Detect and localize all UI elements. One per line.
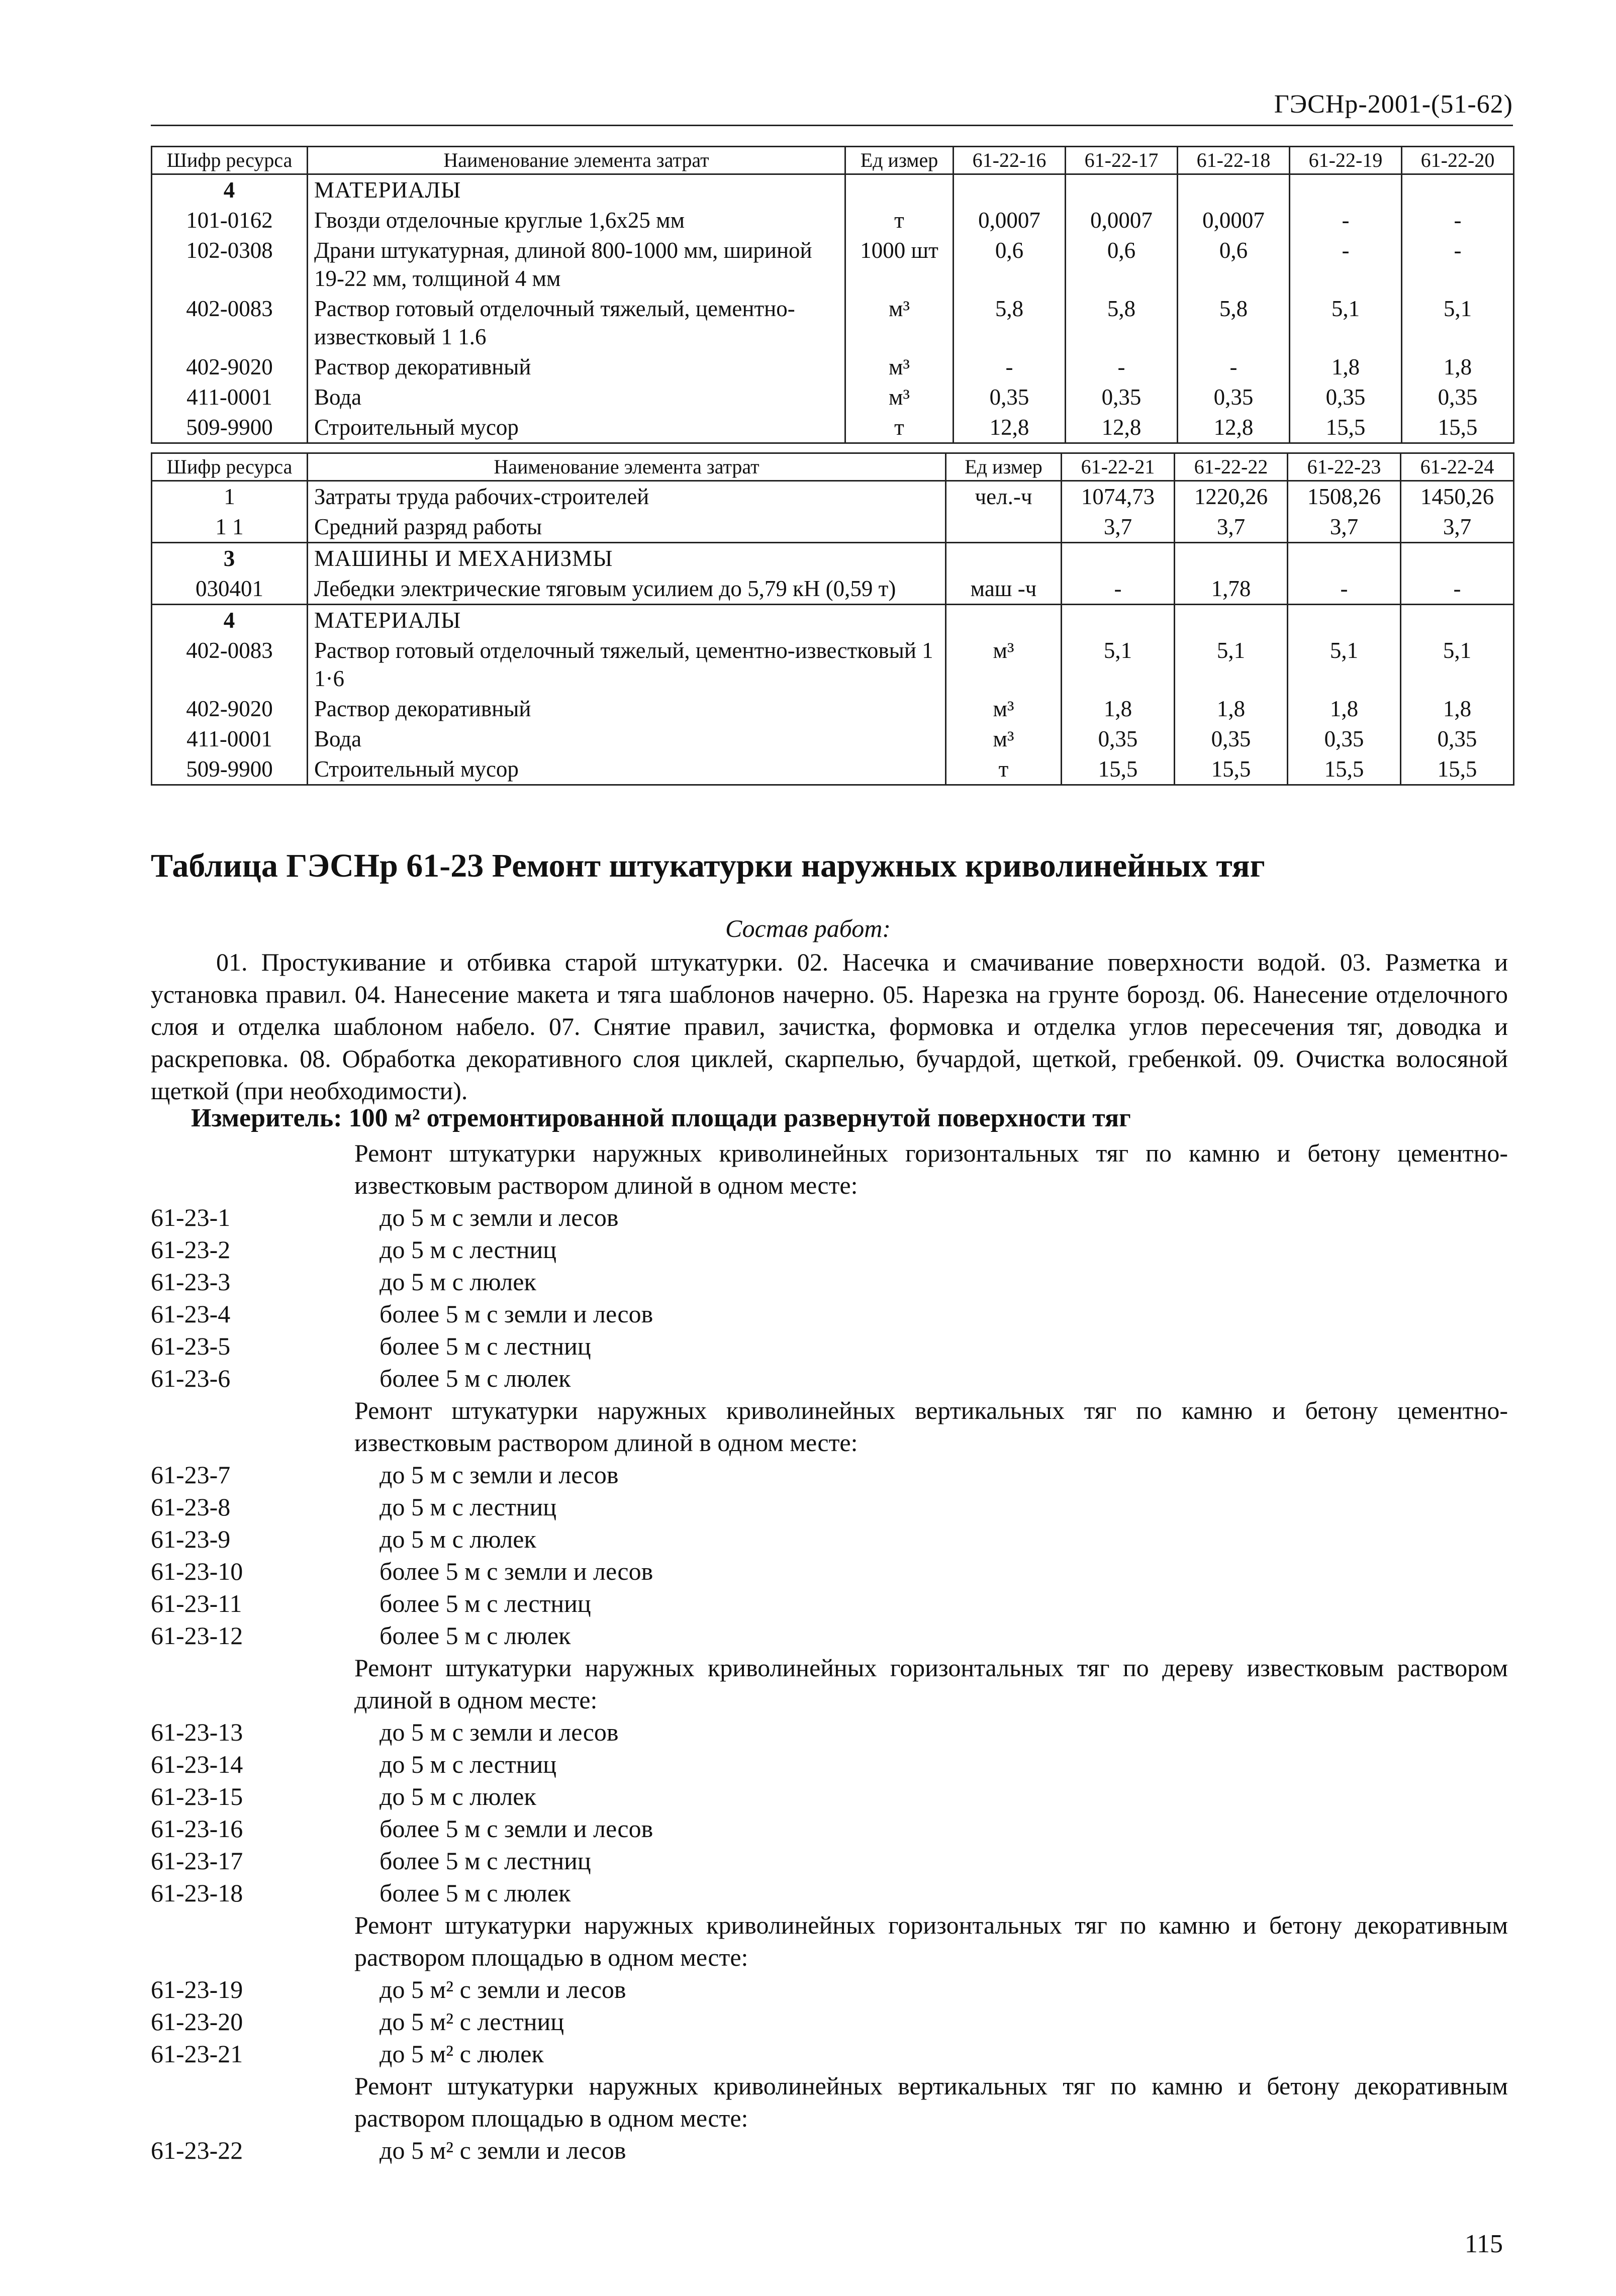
resource-table-2: [151, 452, 1514, 786]
resource-value: 0,6: [954, 235, 1066, 294]
work-item-text: до 5 м² с люлек: [379, 2040, 544, 2068]
resource-value: 3,7: [1288, 512, 1401, 543]
resource-value: -: [1290, 205, 1402, 235]
resource-value: 1,8: [1290, 352, 1402, 382]
resource-name: Раствор декоративный: [308, 352, 845, 382]
work-item-code: 61-23-18: [151, 1879, 243, 1907]
resource-code: 411-0001: [152, 382, 308, 412]
resource-code: 402-9020: [152, 352, 308, 382]
resource-code: 4: [152, 174, 308, 206]
work-item-code: 61-23-17: [151, 1847, 243, 1875]
work-item-text: до 5 м с люлек: [379, 1525, 536, 1553]
list-item: [151, 1748, 1508, 1780]
list-item: [151, 1587, 1508, 1619]
composition-heading: Состав работ:: [725, 914, 891, 942]
list-item: [151, 1201, 1508, 1233]
resource-name: Строительный мусор: [308, 412, 845, 443]
resource-unit: м³: [845, 294, 954, 352]
resource-name: Лебедки электрические тяговым усилием до 5,79 кН (0,59 т): [308, 573, 946, 605]
column-header: Шифр ресурса: [152, 147, 308, 174]
resource-value: -: [1178, 352, 1290, 382]
work-item-code: 61-23-11: [151, 1589, 242, 1617]
resource-name: Раствор готовый отделочный тяжелый, цементно-известковый 1 1·6: [308, 635, 946, 694]
resource-value: 0,0007: [1066, 205, 1178, 235]
work-item-code: 61-23-2: [151, 1235, 231, 1264]
resource-unit: м³: [845, 352, 954, 382]
work-group-title: Ремонт штукатурки наружных криволинейных горизонтальных тяг по дереву известковым раствором длиной в одном месте:: [354, 1654, 1508, 1714]
resource-value: 0,35: [1288, 724, 1401, 754]
work-item-text: более 5 м с лестниц: [379, 1589, 591, 1617]
resource-value: [1175, 605, 1288, 636]
work-item-code: 61-23-12: [151, 1621, 243, 1650]
resource-value: 0,0007: [1178, 205, 1290, 235]
resource-value: [1066, 174, 1178, 206]
work-items-list: [151, 1137, 1508, 2166]
work-item-code: 61-23-1: [151, 1203, 231, 1231]
work-item-code: 61-23-20: [151, 2007, 243, 2036]
column-header: 61-22-23: [1288, 453, 1401, 481]
resource-value: 5,1: [1288, 635, 1401, 694]
list-item: [151, 1555, 1508, 1587]
resource-value: 15,5: [1062, 754, 1175, 785]
resource-value: [1178, 174, 1290, 206]
section-row: [152, 543, 1514, 574]
work-item-text: до 5 м с земли и лесов: [379, 1718, 619, 1746]
resource-unit: [946, 605, 1062, 636]
work-item-code: 61-23-5: [151, 1332, 231, 1360]
work-item-code: 61-23-7: [151, 1461, 231, 1489]
work-item-code: 61-23-4: [151, 1300, 231, 1328]
resource-value: 5,8: [1178, 294, 1290, 352]
resource-value: 1450,26: [1401, 481, 1514, 512]
column-header: Наименование элемента затрат: [308, 147, 845, 174]
resource-unit: [946, 512, 1062, 543]
resource-value: -: [954, 352, 1066, 382]
resource-unit: т: [845, 205, 954, 235]
resource-code: 030401: [152, 573, 308, 605]
resource-code: 102-0308: [152, 235, 308, 294]
resource-value: [1062, 543, 1175, 574]
resource-code: 1: [152, 481, 308, 512]
resource-table-1: [151, 146, 1514, 444]
resource-value: 3,7: [1062, 512, 1175, 543]
resource-value: 15,5: [1290, 412, 1402, 443]
resource-code: 101-0162: [152, 205, 308, 235]
table-row: [152, 352, 1514, 382]
work-item-code: 61-23-16: [151, 1814, 243, 1843]
resource-value: 1,8: [1288, 694, 1401, 724]
resource-value: 1508,26: [1288, 481, 1401, 512]
resource-value: -: [1288, 573, 1401, 605]
resource-value: 1,8: [1062, 694, 1175, 724]
column-header: 61-22-22: [1175, 453, 1288, 481]
resource-unit: м³: [946, 724, 1062, 754]
resource-value: 5,1: [1402, 294, 1514, 352]
resource-value: 1074,73: [1062, 481, 1175, 512]
table-header-row: [152, 147, 1514, 174]
resource-value: 1,8: [1175, 694, 1288, 724]
work-group-title: Ремонт штукатурки наружных криволинейных горизонтальных тяг по камню и бетону цементно-известковым раствором длиной в одном месте:: [354, 1139, 1508, 1199]
table-header-row: [152, 453, 1514, 481]
resource-code: 402-0083: [152, 294, 308, 352]
list-item: [151, 1362, 1508, 1394]
table-row: [152, 724, 1514, 754]
resource-unit: 1000 шт: [845, 235, 954, 294]
resource-unit: чел.-ч: [946, 481, 1062, 512]
work-item-code: 61-23-15: [151, 1782, 243, 1810]
work-item-code: 61-23-9: [151, 1525, 231, 1553]
work-item-code: 61-23-10: [151, 1557, 243, 1585]
work-item-code: 61-23-13: [151, 1718, 243, 1746]
resource-name: Раствор готовый отделочный тяжелый, цементно-известковый 1 1.6: [308, 294, 845, 352]
work-item-text: до 5 м² с земли и лесов: [379, 2136, 626, 2164]
resource-value: 5,8: [1066, 294, 1178, 352]
list-item: [151, 1716, 1508, 1748]
table-row: [152, 382, 1514, 412]
list-item: [151, 1845, 1508, 1877]
measurement-unit: Измеритель: 100 м² отремонтированной площади развернутой поверхности тяг: [191, 1104, 1131, 1132]
work-item-text: более 5 м с земли и лесов: [379, 1814, 653, 1843]
resource-value: 5,1: [1401, 635, 1514, 694]
list-item: [151, 2134, 1508, 2166]
work-item-text: до 5 м² с лестниц: [379, 2007, 564, 2036]
resource-value: 0,35: [954, 382, 1066, 412]
resource-code: 402-9020: [152, 694, 308, 724]
resource-name: Раствор декоративный: [308, 694, 946, 724]
resource-code: 1 1: [152, 512, 308, 543]
resource-name: Средний разряд работы: [308, 512, 946, 543]
resource-value: [1288, 605, 1401, 636]
work-item-text: более 5 м с лестниц: [379, 1332, 591, 1360]
resource-value: 12,8: [954, 412, 1066, 443]
list-item: [151, 1973, 1508, 2005]
work-item-text: до 5 м² с земли и лесов: [379, 1975, 626, 2003]
column-header: Ед измер: [946, 453, 1062, 481]
resource-value: 15,5: [1288, 754, 1401, 785]
table-row: [152, 235, 1514, 294]
resource-value: 12,8: [1178, 412, 1290, 443]
resource-value: 0,35: [1178, 382, 1290, 412]
resource-value: [1290, 174, 1402, 206]
table-row: [152, 635, 1514, 694]
list-item: [151, 1233, 1508, 1266]
work-group-title: Ремонт штукатурки наружных криволинейных вертикальных тяг по камню и бетону декоративным раствором площадью в одном месте:: [354, 2072, 1508, 2132]
work-item-code: 61-23-3: [151, 1268, 231, 1296]
list-item: [151, 1619, 1508, 1652]
section-row: [152, 605, 1514, 636]
page-number: 115: [1464, 2230, 1503, 2258]
resource-value: 5,8: [954, 294, 1066, 352]
resource-name: МАТЕРИАЛЫ: [308, 174, 845, 206]
work-item-code: 61-23-22: [151, 2136, 243, 2164]
work-item-text: до 5 м с люлек: [379, 1268, 536, 1296]
resource-value: 5,1: [1290, 294, 1402, 352]
table-row: [152, 481, 1514, 512]
list-item: [151, 1780, 1508, 1812]
table-row: [152, 205, 1514, 235]
resource-value: 0,35: [1402, 382, 1514, 412]
resource-name: Гвозди отделочные круглые 1,6x25 мм: [308, 205, 845, 235]
resource-value: 3,7: [1401, 512, 1514, 543]
list-item: [151, 1459, 1508, 1491]
work-item-text: более 5 м с земли и лесов: [379, 1557, 653, 1585]
column-header: 61-22-19: [1290, 147, 1402, 174]
work-item-text: более 5 м с люлек: [379, 1621, 571, 1650]
work-item-code: 61-23-6: [151, 1364, 231, 1392]
resource-unit: [946, 543, 1062, 574]
table-row: [152, 694, 1514, 724]
table-row: [152, 294, 1514, 352]
resource-value: 1,8: [1401, 694, 1514, 724]
resource-name: МАТЕРИАЛЫ: [308, 605, 946, 636]
resource-value: 15,5: [1402, 412, 1514, 443]
resource-name: Строительный мусор: [308, 754, 946, 785]
column-header: Наименование элемента затрат: [308, 453, 946, 481]
work-item-text: более 5 м с люлек: [379, 1879, 571, 1907]
resource-unit: т: [845, 412, 954, 443]
resource-value: 0,35: [1062, 724, 1175, 754]
column-header: Шифр ресурса: [152, 453, 308, 481]
resource-value: 0,35: [1290, 382, 1402, 412]
resource-value: 0,6: [1178, 235, 1290, 294]
list-item: [151, 1523, 1508, 1555]
resource-name: МАШИНЫ И МЕХАНИЗМЫ: [308, 543, 946, 574]
resource-code: 4: [152, 605, 308, 636]
resource-value: 0,35: [1401, 724, 1514, 754]
resource-value: 1,78: [1175, 573, 1288, 605]
work-item-text: до 5 м с люлек: [379, 1782, 536, 1810]
column-header: 61-22-24: [1401, 453, 1514, 481]
resource-value: [1402, 174, 1514, 206]
work-item-text: более 5 м с лестниц: [379, 1847, 591, 1875]
resource-value: 0,35: [1175, 724, 1288, 754]
resource-name: Вода: [308, 382, 845, 412]
work-item-code: 61-23-21: [151, 2040, 243, 2068]
resource-unit: м³: [946, 694, 1062, 724]
work-group-title: Ремонт штукатурки наружных криволинейных горизонтальных тяг по камню и бетону декоративным раствором площадью в одном месте:: [354, 1911, 1508, 1971]
work-item-text: до 5 м с земли и лесов: [379, 1203, 619, 1231]
resource-value: 3,7: [1175, 512, 1288, 543]
list-item: [151, 1266, 1508, 1298]
page-header: ГЭСНр-2001-(51-62): [1274, 90, 1513, 119]
resource-value: [954, 174, 1066, 206]
resource-name: Вода: [308, 724, 946, 754]
work-item-text: до 5 м с лестниц: [379, 1750, 556, 1778]
resource-value: -: [1402, 235, 1514, 294]
list-item: [151, 1298, 1508, 1330]
list-item: [151, 2038, 1508, 2070]
resource-code: 509-9900: [152, 754, 308, 785]
resource-value: 1,8: [1402, 352, 1514, 382]
resource-value: [1401, 605, 1514, 636]
resource-value: [1175, 543, 1288, 574]
resource-code: 3: [152, 543, 308, 574]
work-item-code: 61-23-14: [151, 1750, 243, 1778]
resource-value: 0,35: [1066, 382, 1178, 412]
resource-unit: [845, 174, 954, 206]
resource-unit: м³: [946, 635, 1062, 694]
resource-value: 12,8: [1066, 412, 1178, 443]
resource-value: [1288, 543, 1401, 574]
resource-value: 1220,26: [1175, 481, 1288, 512]
table-row: [152, 412, 1514, 443]
resource-value: -: [1402, 205, 1514, 235]
resource-value: -: [1290, 235, 1402, 294]
list-item: [151, 1491, 1508, 1523]
resource-unit: маш -ч: [946, 573, 1062, 605]
header-rule: [151, 125, 1513, 126]
list-item: [151, 1812, 1508, 1845]
work-item-code: 61-23-19: [151, 1975, 243, 2003]
column-header: 61-22-20: [1402, 147, 1514, 174]
list-item: [151, 1330, 1508, 1362]
resource-value: [1401, 543, 1514, 574]
column-header: 61-22-16: [954, 147, 1066, 174]
resource-name: Затраты труда рабочих-строителей: [308, 481, 946, 512]
resource-code: 402-0083: [152, 635, 308, 694]
resource-code: 509-9900: [152, 412, 308, 443]
work-item-text: до 5 м с земли и лесов: [379, 1461, 619, 1489]
column-header: 61-22-21: [1062, 453, 1175, 481]
work-item-text: более 5 м с земли и лесов: [379, 1300, 653, 1328]
resource-value: 0,0007: [954, 205, 1066, 235]
table-row: [152, 512, 1514, 543]
resource-value: -: [1062, 573, 1175, 605]
resource-value: 15,5: [1401, 754, 1514, 785]
resource-unit: т: [946, 754, 1062, 785]
resource-value: 15,5: [1175, 754, 1288, 785]
table-row: [152, 573, 1514, 605]
column-header: 61-22-17: [1066, 147, 1178, 174]
list-item: [151, 1877, 1508, 1909]
table-row: [152, 754, 1514, 785]
resource-value: 5,1: [1062, 635, 1175, 694]
section-row: [152, 174, 1514, 206]
work-group-title: Ремонт штукатурки наружных криволинейных вертикальных тяг по камню и бетону цементно-известковым раствором длиной в одном месте:: [354, 1396, 1508, 1457]
composition-text: 01. Простукивание и отбивка старой штукатурки. 02. Насечка и смачивание поверхности водой. 03. Разметка и установка правил. 04. Нанесение макета и тяга шаблонов начерно. 05. Нарезка на грунте борозд. 06. Нанесение отделочного слоя и отделка шаблоном набело. 07. Снятие правил, зачистка, формовка и отделка углов пересечения тяг, доводка и раскреповка. 08. Обработка декоративного слоя циклей, скарпелью, бучардой, щеткой, гребенкой. 09. Очистка волосяной щеткой (при необходимости).: [151, 948, 1508, 1105]
list-item: [151, 2005, 1508, 2038]
table-title: Таблица ГЭСНр 61-23 Ремонт штукатурки наружных криволинейных тяг: [151, 847, 1265, 884]
resource-value: 0,6: [1066, 235, 1178, 294]
work-item-text: до 5 м с лестниц: [379, 1235, 556, 1264]
resource-value: [1062, 605, 1175, 636]
resource-name: Драни штукатурная, длиной 800-1000 мм, шириной 19-22 мм, толщиной 4 мм: [308, 235, 845, 294]
column-header: Ед измер: [845, 147, 954, 174]
resource-unit: м³: [845, 382, 954, 412]
resource-value: -: [1066, 352, 1178, 382]
resource-code: 411-0001: [152, 724, 308, 754]
work-item-text: более 5 м с люлек: [379, 1364, 571, 1392]
work-item-code: 61-23-8: [151, 1493, 231, 1521]
column-header: 61-22-18: [1178, 147, 1290, 174]
work-item-text: до 5 м с лестниц: [379, 1493, 556, 1521]
resource-value: -: [1401, 573, 1514, 605]
resource-value: 5,1: [1175, 635, 1288, 694]
